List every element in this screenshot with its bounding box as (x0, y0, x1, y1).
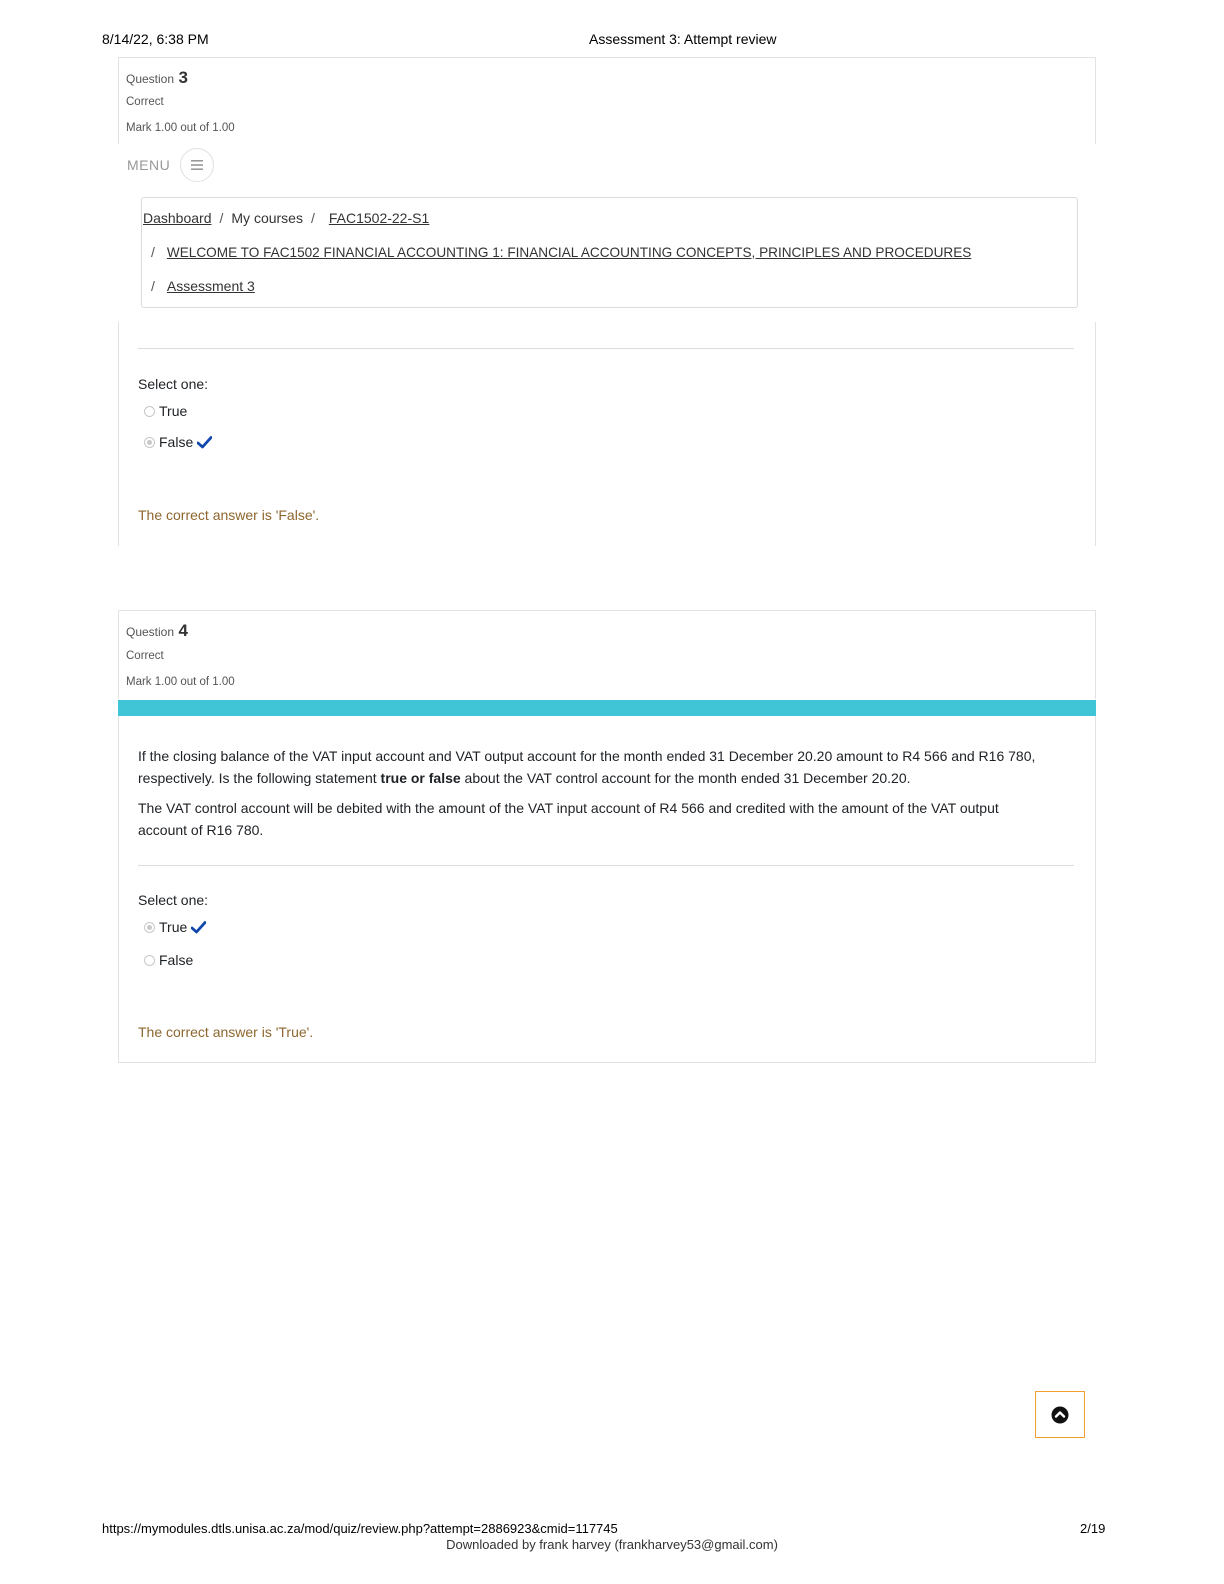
hamburger-icon (190, 159, 204, 171)
question-text-emphasis: true or false (380, 770, 461, 786)
answer-option-true[interactable] (144, 403, 187, 419)
question-4-content (118, 716, 1096, 1063)
question-3-mark: Mark 1.00 out of 1.00 (126, 122, 235, 134)
back-to-top-button[interactable] (1035, 1391, 1085, 1438)
answer-option-true[interactable] (144, 919, 206, 935)
question-3-state: Correct (126, 96, 164, 108)
breadcrumb-course[interactable]: FAC1502-22-S1 (328, 210, 430, 226)
print-page-number: 2/19 (1080, 1521, 1106, 1536)
question-label: Question (126, 72, 175, 86)
menu-toggle[interactable] (127, 148, 214, 182)
question-4-feedback: The correct answer is 'True'. (138, 1024, 314, 1040)
question-3-feedback: The correct answer is 'False'. (138, 507, 320, 523)
answer-option-false[interactable] (144, 952, 193, 968)
print-page-title: Assessment 3: Attempt review (589, 31, 777, 47)
question-accent-bar (118, 700, 1096, 716)
radio-button[interactable] (144, 955, 155, 966)
option-label: False (159, 434, 194, 450)
question-text-part: If the closing balance of the VAT input account and VAT output account for the month ended 31 December 20.20 amount to R4 566 and R16 780, respectively. Is the following statement (138, 748, 1036, 786)
question-3-info (118, 57, 1096, 144)
breadcrumb (141, 197, 1078, 308)
question-4-number (126, 621, 188, 641)
answer-option-false[interactable] (144, 434, 212, 450)
breadcrumb-separator: / (151, 278, 155, 294)
question-4-statement: The VAT control account will be debited with the amount of the VAT input account of R4 566 and credited with the amount of the VAT output account of R16 780. (138, 800, 999, 838)
breadcrumb-my-courses: My courses (231, 210, 303, 226)
menu-label: MENU (127, 157, 171, 173)
downloaded-by-note: Downloaded by frank harvey (frankharvey53@gmail.com) (446, 1537, 778, 1552)
breadcrumb-dashboard[interactable]: Dashboard (143, 210, 212, 226)
question-4-text (138, 745, 1078, 789)
print-datetime: 8/14/22, 6:38 PM (102, 31, 209, 47)
question-label: Question (126, 625, 175, 639)
select-one-label: Select one: (138, 892, 209, 908)
question-4-state: Correct (126, 650, 164, 662)
question-number: 3 (178, 68, 188, 87)
radio-button-selected[interactable] (144, 437, 155, 448)
print-footer-url: https://mymodules.dtls.unisa.ac.za/mod/quiz/review.php?attempt=2886923&cmid=117745 (102, 1521, 618, 1536)
breadcrumb-section[interactable]: WELCOME TO FAC1502 FINANCIAL ACCOUNTING 1: FINANCIAL ACCOUNTING CONCEPTS, PRINCIPLES AND PROCEDURES (166, 244, 972, 260)
question-3-content (118, 322, 1096, 546)
divider (138, 348, 1074, 349)
question-text-part: about the VAT control account for the month ended 31 December 20.20. (460, 770, 911, 786)
option-label: True (159, 919, 188, 935)
arrow-up-circle-icon (1051, 1406, 1069, 1424)
breadcrumb-separator: / (151, 244, 155, 260)
option-label: False (159, 952, 194, 968)
check-icon (191, 921, 206, 934)
option-label: True (159, 403, 188, 419)
divider (138, 865, 1074, 866)
radio-button[interactable] (144, 406, 155, 417)
hamburger-button[interactable] (180, 148, 214, 182)
question-number: 4 (178, 621, 188, 640)
breadcrumb-separator: / (310, 210, 315, 226)
radio-button-selected[interactable] (144, 922, 155, 933)
question-4-mark: Mark 1.00 out of 1.00 (126, 676, 235, 688)
breadcrumb-separator: / (219, 210, 224, 226)
check-icon (197, 436, 212, 449)
question-3-number (126, 68, 188, 88)
breadcrumb-assessment[interactable]: Assessment 3 (166, 278, 255, 294)
select-one-label: Select one: (138, 376, 209, 392)
question-4-info (118, 610, 1096, 699)
